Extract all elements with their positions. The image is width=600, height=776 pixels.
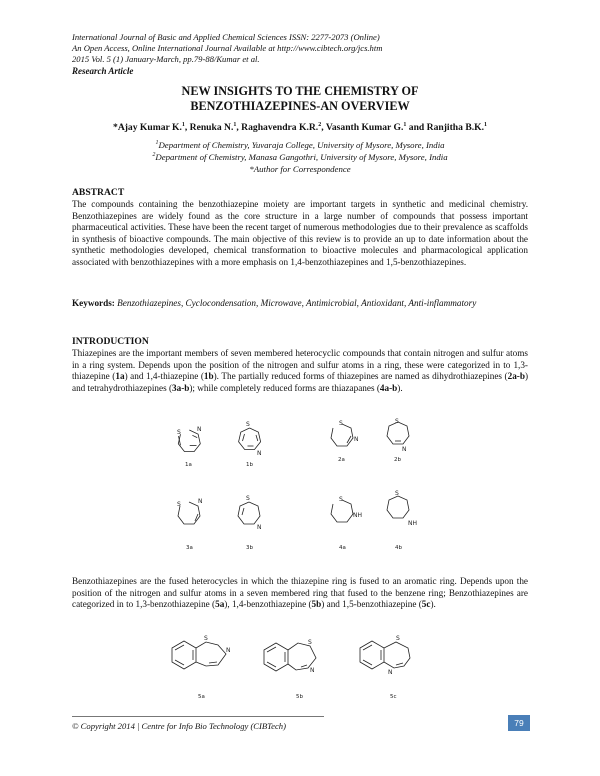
author-affil-sup: 1 [181,121,185,128]
author-affil-sup: 2 [318,121,322,128]
affiliation-text: Department of Chemistry, Yuvaraja College, University of Mysore, Mysore, India [158,140,445,150]
structure-5b [264,639,316,700]
structure-label: 5a [198,694,205,700]
introduction-para-1 [72,348,528,394]
structure-2a [331,420,359,463]
author-name: Ranjitha B.K. [426,122,484,133]
introduction-heading: INTRODUCTION [72,336,149,347]
atom-label: NH [408,520,417,527]
text-run: ); while completely reduced forms are thiazapanes ( [189,382,380,393]
atom-label: N [198,498,203,505]
atom-label: S [246,421,250,428]
structure-label: 5c [390,694,397,700]
thiazepine-structures-figure [160,418,450,568]
text-run: ) and 1,4-thiazepine ( [124,371,204,382]
author-affil-sup: 1 [233,121,237,128]
abstract-heading: ABSTRACT [72,187,125,198]
author-separator: , [321,122,326,133]
journal-header-line1: International Journal of Basic and Applied Chemical Sciences ISSN: 2277-2073 (Online) [72,32,380,42]
structure-label: 4b [395,545,402,551]
journal-header-line2: An Open Access, Online International Journal Available at http://www.cibtech.org/jcs.htm [72,43,383,54]
atom-label: S [395,490,399,497]
journal-header-line3: 2015 Vol. 5 (1) January-March, pp.79-88/Kumar et al. [72,54,260,65]
affiliation-2 [0,151,600,163]
compound-ref: 2a-b [507,371,525,382]
author-affil-sup: 1 [483,121,487,128]
affiliation-sup: 2 [152,152,156,159]
structure-4b [387,490,417,551]
author-separator: , [184,122,190,133]
affiliations [0,139,600,175]
atom-label: S [246,495,250,502]
compound-ref: 5b [311,599,322,610]
structure-label: 2a [338,457,345,463]
structure-label: 1b [246,462,253,468]
structure-5c [360,635,410,700]
journal-header [72,32,382,77]
atom-label: S [395,418,399,425]
page-number: 79 [508,715,530,731]
compound-ref: 4a-b [379,382,398,393]
author-name: Renuka N. [189,122,234,133]
author-affil-sup: 1 [403,121,407,128]
atom-label: N [310,667,315,674]
structure-4a [331,496,362,551]
compound-ref: 1b [203,371,214,382]
text-run: ), 1,4-benzothiazepine ( [224,599,312,610]
structure-1a [177,426,202,468]
structure-label: 3a [186,545,193,551]
atom-label: N [197,426,202,433]
structure-label: 2b [394,457,401,463]
affiliation-1 [0,139,600,151]
structure-3b [238,495,262,551]
author-separator: , [236,122,242,133]
author-name: Vasanth Kumar G. [325,122,404,133]
compound-ref: 3a-b [172,382,190,393]
keywords [72,298,528,310]
text-run: ). The partially reduced forms of thiazepines are named as dihydrothiazepines ( [213,371,508,382]
text-run: ) and tetrahydrothiazepines ( [72,371,529,393]
atom-label: N [257,524,262,531]
paper-title-line2: BENZOTHIAZEPINES-AN OVERVIEW [190,99,410,113]
compound-ref: 5a [215,599,225,610]
author-name: Raghavendra K.R. [241,122,319,133]
structure-label: 1a [185,462,192,468]
keywords-label: Keywords: [72,298,115,308]
atom-label: S [177,501,181,508]
atom-label: S [339,420,343,427]
structure-1b [239,421,262,468]
affiliation-sup: 1 [155,140,159,147]
text-run: ) and 1,5-benzothiazepine ( [321,599,422,610]
atom-label: N [354,436,359,443]
atom-label: N [388,669,393,676]
atom-label: N [402,446,407,453]
affiliation-text: Department of Chemistry, Manasa Gangothri, University of Mysore, Mysore, India [155,152,448,162]
atom-label: N [226,647,231,654]
atom-label: S [308,639,312,646]
atom-label: S [396,635,400,642]
structure-label: 4a [339,545,346,551]
structure-5a [172,635,231,700]
author-name: *Ajay Kumar K. [113,122,182,133]
introduction-para-2 [72,576,528,611]
compound-ref: 1a [115,371,125,382]
atom-label: S [177,429,181,436]
author-list [0,122,600,133]
text-run: ). [430,599,436,610]
compound-ref: 5c [421,599,431,610]
author-separator: and [406,122,427,133]
structure-label: 3b [246,545,253,551]
keywords-text: Benzothiazepines, Cyclocondensation, Microwave, Antimicrobial, Antioxidant, Anti-inflammatory [117,298,477,308]
text-run: Benzothiazepines are the fused heterocycles in which the thiazepine ring is fused to an aromatic ring. Depends upon the position of the nitrogen and sulfur atoms in a seven membered ring that fused to the benzene ring; Benzothiazepines are categorized in to 1,3-benzothiazepine ( [72,576,528,610]
paper-title-line1: NEW INSIGHTS TO THE CHEMISTRY OF [181,84,419,98]
structure-label: 5b [296,694,303,700]
paper-title [0,84,600,114]
structure-2b [387,418,409,463]
atom-label: S [204,635,208,642]
atom-label: S [339,496,343,503]
benzothiazepine-structures-figure [160,630,450,702]
structure-3a [177,498,203,551]
copyright-notice: © Copyright 2014 | Centre for Info Bio Technology (CIBTech) [72,721,286,731]
atom-label: NH [353,512,362,519]
text-run: ). [397,382,403,393]
footer-rule [72,716,324,717]
text-run: Thiazepines are the important members of seven membered heterocyclic compounds that contain nitrogen and sulfur atoms in a ring system. Depends upon the position of the nitrogen and sulfur atoms in a ring, these were categorized in to 1,3-thiazepine ( [72,348,528,382]
article-type: Research Article [72,65,134,76]
abstract-text: The compounds containing the benzothiazepine moiety are important targets in synthetic and medicinal chemistry. Benzothiazepines are widely found as the core structure in a large number of compounds that possess important pharmaceutical activities. These have been the recent target of numerous methodologies due to their prevalence as scaffolds in synthesis of bioactive compounds. The main objective of this review is to provide an up to date information about the synthetic methodologies developed, chemical transformation to bioactive molecules and pharmacological application associated with benzothiazepines with a more emphasis on 1,4-benzothiazepines and 1,5-benzothiazepines. [72,199,528,267]
atom-label: N [257,450,262,457]
correspondence-note: *Author for Correspondence [249,164,351,174]
